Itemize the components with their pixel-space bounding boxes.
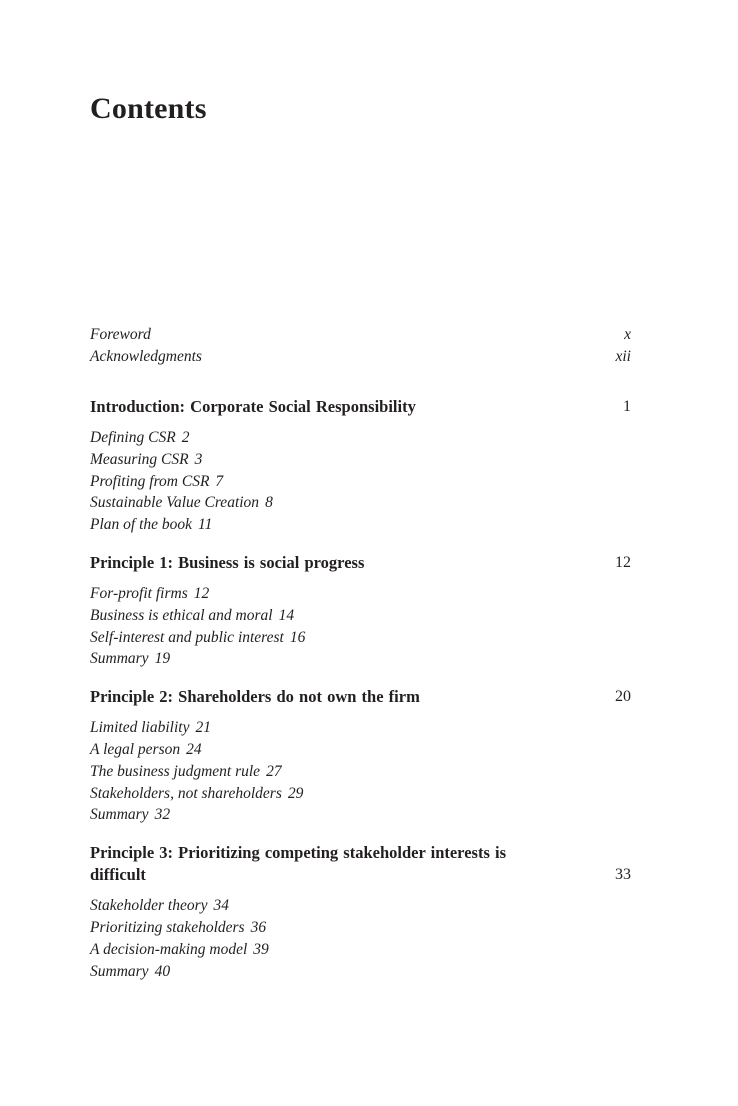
section-label: Profiting from CSR <box>90 472 210 490</box>
chapter-page-number: 12 <box>615 553 631 571</box>
section-label: Plan of the book <box>90 516 193 534</box>
table-of-contents <box>90 324 631 998</box>
front-matter-label: Acknowledgments <box>90 347 202 365</box>
page-title: Contents <box>90 92 207 125</box>
chapter-entry <box>90 842 631 982</box>
section-label: Summary <box>90 806 149 824</box>
section-page-number: 39 <box>253 940 269 958</box>
chapter-title: Introduction: Corporate Social Responsibility <box>90 397 416 416</box>
chapter-heading[interactable] <box>90 396 631 418</box>
chapter-title: Principle 2: Shareholders do not own the firm <box>90 687 420 707</box>
section-label: Self-interest and public interest <box>90 628 284 646</box>
section-label: Stakeholder theory <box>90 897 208 915</box>
section-item[interactable] <box>90 514 631 536</box>
section-label: Summary <box>90 650 149 668</box>
section-item[interactable] <box>90 627 631 649</box>
front-matter-item[interactable] <box>90 346 631 368</box>
chapter-entry <box>90 552 631 670</box>
section-item[interactable] <box>90 427 631 449</box>
section-item[interactable] <box>90 961 631 983</box>
section-page-number: 14 <box>278 606 295 624</box>
front-matter-page: x <box>624 326 631 343</box>
section-label: A legal person <box>90 740 181 758</box>
section-page-number: 36 <box>250 918 267 936</box>
front-matter-page: xii <box>615 347 631 365</box>
section-list <box>90 583 631 670</box>
section-page-number: 32 <box>154 806 171 824</box>
section-item[interactable] <box>90 648 631 670</box>
chapter-entry <box>90 686 631 826</box>
front-matter-item[interactable] <box>90 324 631 346</box>
section-item[interactable] <box>90 895 631 917</box>
chapter-heading[interactable] <box>90 686 631 708</box>
section-item[interactable] <box>90 449 631 471</box>
chapter-page-number: 20 <box>615 688 631 706</box>
section-page-number: 21 <box>195 719 211 737</box>
section-item[interactable] <box>90 783 631 805</box>
section-label: Limited liability <box>90 719 190 737</box>
chapter-page-number: 1 <box>623 398 631 415</box>
chapter-title: Principle 1: Business is social progress <box>90 552 365 572</box>
section-page-number: 16 <box>289 628 306 646</box>
section-page-number: 34 <box>213 897 230 915</box>
section-item[interactable] <box>90 804 631 826</box>
section-page-number: 40 <box>154 962 171 980</box>
section-item[interactable] <box>90 939 631 961</box>
section-page-number: 12 <box>193 584 210 602</box>
section-list <box>90 717 631 826</box>
section-item[interactable] <box>90 583 631 605</box>
section-list <box>90 427 631 536</box>
section-label: For-profit firms <box>90 584 188 602</box>
section-item[interactable] <box>90 761 631 783</box>
chapter-entry <box>90 396 631 536</box>
section-page-number: 11 <box>198 516 213 534</box>
section-item[interactable] <box>90 717 631 739</box>
section-item[interactable] <box>90 605 631 627</box>
section-label: Business is ethical and moral <box>90 606 273 624</box>
front-matter-label: Foreword <box>90 326 151 343</box>
chapter-title: Principle 3: Prioritizing competing stakeholder interests is difficult <box>90 843 507 885</box>
section-page-number: 7 <box>215 472 224 490</box>
section-page-number: 8 <box>265 494 273 512</box>
chapter-heading[interactable] <box>90 842 631 886</box>
section-item[interactable] <box>90 917 631 939</box>
section-list <box>90 895 631 982</box>
chapter-heading[interactable] <box>90 552 631 574</box>
section-page-number: 3 <box>194 450 203 468</box>
section-label: The business judgment rule <box>90 762 261 780</box>
section-label: Prioritizing stakeholders <box>90 918 245 936</box>
section-page-number: 24 <box>186 740 202 758</box>
section-item[interactable] <box>90 471 631 493</box>
section-label: A decision-making model <box>90 940 248 958</box>
section-page-number: 27 <box>266 762 282 780</box>
section-label: Summary <box>90 962 149 980</box>
chapter-page-number: 33 <box>615 866 631 884</box>
section-label: Measuring CSR <box>90 450 189 468</box>
section-page-number: 19 <box>154 650 171 668</box>
section-label: Stakeholders, not shareholders <box>90 784 282 802</box>
section-page-number: 29 <box>287 784 304 802</box>
section-item[interactable] <box>90 492 631 514</box>
section-page-number: 2 <box>181 429 190 446</box>
section-label: Sustainable Value Creation <box>90 494 260 512</box>
front-matter <box>90 324 631 367</box>
section-label: Defining CSR <box>90 429 176 446</box>
section-item[interactable] <box>90 739 631 761</box>
